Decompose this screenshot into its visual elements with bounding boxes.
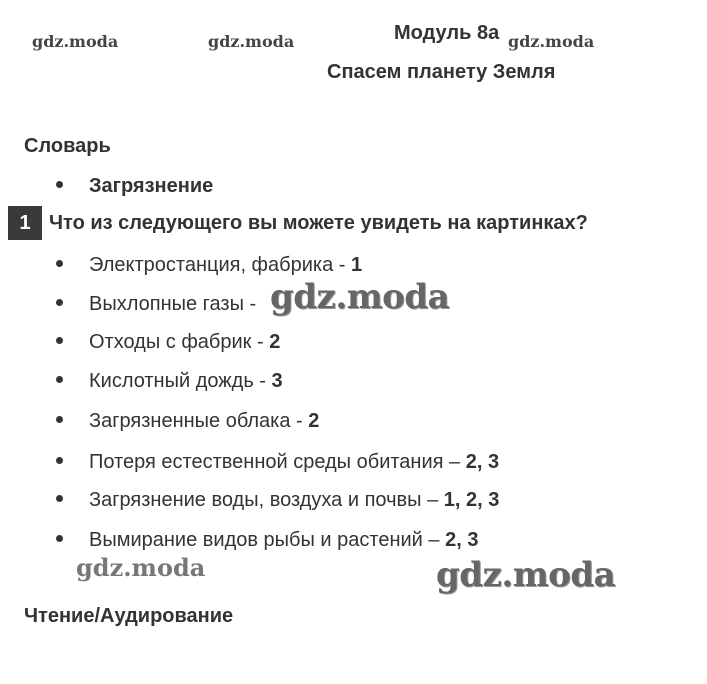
vocabulary-item xyxy=(56,175,213,198)
answer-text: Кислотный дождь xyxy=(89,370,254,392)
answer-text: Загрязнение воды, воздуха и почвы xyxy=(89,489,422,511)
answer-text: Вымирание видов рыбы и растений xyxy=(89,529,423,551)
answer-item xyxy=(56,489,499,512)
answer-separator: – xyxy=(443,451,466,473)
bullet-icon xyxy=(56,181,63,188)
answer-item xyxy=(56,529,478,552)
answer-text: Загрязненные облака xyxy=(89,410,291,432)
bullet-icon xyxy=(56,337,63,344)
answer-separator: – xyxy=(422,529,446,551)
answer-picture-numbers: 3 xyxy=(271,370,283,392)
answer-separator: - xyxy=(253,370,272,392)
bullet-icon xyxy=(56,416,63,423)
watermark: gdz.moda xyxy=(76,553,206,582)
task-question: Что из следующего вы можете увидеть на картинках? xyxy=(49,212,588,234)
vocabulary-heading: Словарь xyxy=(24,135,111,157)
answer-item xyxy=(56,293,256,316)
task-number-badge: 1 xyxy=(8,206,42,240)
answer-text: Электростанция, фабрика xyxy=(89,254,334,276)
watermark: gdz.moda xyxy=(508,32,595,51)
bullet-icon xyxy=(56,260,63,267)
watermark: gdz.moda xyxy=(32,32,119,51)
module-subtitle: Спасем планету Земля xyxy=(327,61,556,83)
answer-picture-numbers: 1, 2, 3 xyxy=(443,489,500,511)
bullet-icon xyxy=(56,495,63,502)
answer-text: Потеря естественной среды обитания xyxy=(89,451,444,473)
answer-picture-numbers: 2 xyxy=(269,331,281,353)
reading-heading: Чтение/Аудирование xyxy=(24,605,234,627)
answer-item xyxy=(56,254,362,277)
answer-separator: – xyxy=(421,489,444,511)
watermark: gdz.moda xyxy=(270,277,450,317)
answer-separator: - xyxy=(333,254,351,276)
answer-text: Выхлопные газы xyxy=(89,293,244,315)
bullet-icon xyxy=(56,376,63,383)
answer-item xyxy=(56,331,280,354)
module-title: Модуль 8а xyxy=(394,22,500,44)
answer-picture-numbers: 1 xyxy=(350,254,363,276)
answer-item xyxy=(56,370,283,393)
answer-picture-numbers: 2, 3 xyxy=(465,451,500,473)
answer-item xyxy=(56,451,499,474)
answer-picture-numbers: 2 xyxy=(308,410,320,432)
answer-text: Отходы с фабрик xyxy=(89,331,252,353)
bullet-icon xyxy=(56,299,63,306)
watermark: gdz.moda xyxy=(208,32,295,51)
answer-separator: - xyxy=(251,331,270,353)
answer-separator: - xyxy=(243,293,257,315)
watermark: gdz.moda xyxy=(436,555,616,595)
answer-picture-numbers: 2, 3 xyxy=(445,529,479,551)
answer-item xyxy=(56,410,319,433)
answer-separator: - xyxy=(290,410,309,432)
bullet-icon xyxy=(56,535,63,542)
bullet-icon xyxy=(56,457,63,464)
vocabulary-item-text: Загрязнение xyxy=(89,175,214,197)
